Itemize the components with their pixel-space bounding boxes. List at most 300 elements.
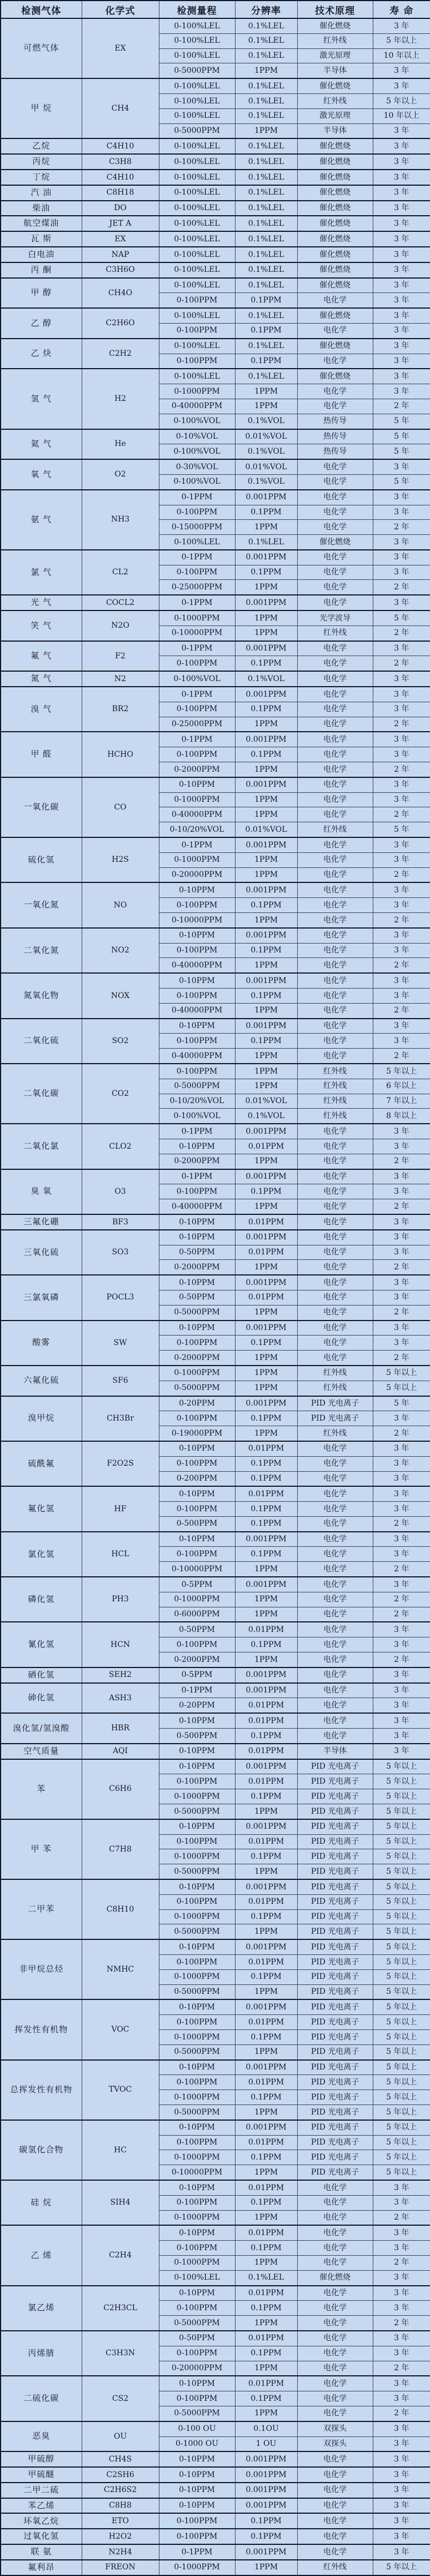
resolution-cell: 0.001PPM — [235, 1667, 297, 1683]
table-row — [1, 1124, 430, 1139]
range-cell: 0-1PPM — [159, 550, 235, 565]
resolution-cell: 0.1PPM — [235, 505, 297, 520]
principle-cell: 电化学 — [297, 595, 373, 611]
resolution-cell: 0.001PPM — [235, 2120, 297, 2135]
lifespan-cell: 2 年 — [373, 717, 430, 732]
table-row — [1, 1396, 430, 1411]
formula-cell: OU — [82, 2421, 159, 2452]
lifespan-cell: 3 年 — [373, 1245, 430, 1260]
lifespan-cell: 5 年以上 — [373, 1894, 430, 1909]
formula-cell: HCHO — [82, 732, 159, 777]
principle-cell: 红外线 — [297, 1064, 373, 1079]
range-cell: 0-1000PPM — [159, 1909, 235, 1924]
range-cell: 0-6000PPM — [159, 1607, 235, 1622]
range-cell: 0-1000PPM — [159, 1789, 235, 1804]
principle-cell: 双探头 — [297, 2421, 373, 2436]
resolution-cell: 0.1PPM — [235, 293, 297, 308]
range-cell: 0-40000PPM — [159, 807, 235, 822]
range-cell: 0-500PPM — [159, 1729, 235, 1744]
resolution-cell: 0.001PPM — [235, 1577, 297, 1592]
range-cell: 0-10PPM — [159, 2286, 235, 2301]
resolution-cell: 0.1%LEL — [235, 369, 297, 384]
resolution-cell: 1PPM — [235, 1562, 297, 1577]
principle-cell: PID 光电离子 — [297, 1789, 373, 1804]
lifespan-cell: 3 年 — [373, 247, 430, 262]
principle-cell: 电化学 — [297, 656, 373, 671]
principle-cell: 催化燃烧 — [297, 201, 373, 216]
table-row — [1, 201, 430, 216]
lifespan-cell: 3 年 — [373, 702, 430, 717]
resolution-cell: 0.001PPM — [235, 2467, 297, 2483]
gas-name-cell: 甲 苯 — [1, 1819, 82, 1879]
range-cell: 0-100PPM — [159, 1774, 235, 1789]
principle-cell: 电化学 — [297, 958, 373, 973]
lifespan-cell: 2 年 — [373, 1592, 430, 1607]
lifespan-cell: 3 年 — [373, 973, 430, 988]
range-cell: 0-1PPM — [159, 641, 235, 656]
resolution-cell: 1PPM — [235, 1199, 297, 1214]
lifespan-cell: 3 年 — [373, 201, 430, 216]
gas-name-cell: 溴化氢/氢溴酸 — [1, 1713, 82, 1744]
resolution-cell: 0.1%LEL — [235, 2270, 297, 2285]
lifespan-cell: 6 年以上 — [373, 1079, 430, 1094]
lifespan-cell: 3 年 — [373, 2391, 430, 2406]
range-cell: 0-10PPM — [159, 1019, 235, 1034]
lifespan-cell: 3 年 — [373, 837, 430, 852]
resolution-cell: 0.1%LEL — [235, 93, 297, 108]
lifespan-cell: 3 年 — [373, 2225, 430, 2240]
table-row — [1, 2060, 430, 2075]
range-cell: 0-1000PPM — [159, 1969, 235, 1984]
resolution-cell: 1PPM — [235, 2406, 297, 2421]
resolution-cell: 1PPM — [235, 792, 297, 807]
column-header-lifespan: 寿 命 — [373, 1, 430, 18]
principle-cell: PID 光电离子 — [297, 2044, 373, 2059]
lifespan-cell: 3 年 — [373, 1577, 430, 1592]
table-row — [1, 2286, 430, 2301]
lifespan-cell: 2 年 — [373, 867, 430, 882]
principle-cell: 催化燃烧 — [297, 247, 373, 262]
gas-name-cell: 二甲二硫 — [1, 2483, 82, 2498]
resolution-cell: 0.001PPM — [235, 1532, 297, 1547]
principle-cell: 红外线 — [297, 1426, 373, 1441]
range-cell: 0-10/20%VOL — [159, 822, 235, 837]
principle-cell: 电化学 — [297, 1532, 373, 1547]
range-cell: 0-1PPM — [159, 490, 235, 505]
formula-cell: BF3 — [82, 1214, 159, 1230]
lifespan-cell: 2 年 — [373, 2361, 430, 2376]
lifespan-cell: 3 年 — [373, 384, 430, 399]
table-row — [1, 1275, 430, 1290]
lifespan-cell: 5 年以上 — [373, 93, 430, 108]
gas-name-cell: 三氟化硼 — [1, 1214, 82, 1230]
range-cell: 0-100%LEL — [159, 93, 235, 108]
range-cell: 0-100PPM — [159, 505, 235, 520]
principle-cell: 电化学 — [297, 1622, 373, 1637]
lifespan-cell: 3 年 — [373, 185, 430, 201]
principle-cell: 电化学 — [297, 1154, 373, 1169]
formula-cell: H2S — [82, 837, 159, 882]
range-cell: 0-10PPM — [159, 2467, 235, 2483]
range-cell: 0-100PPM — [159, 1064, 235, 1079]
lifespan-cell: 3 年 — [373, 535, 430, 550]
lifespan-cell: 3 年 — [373, 490, 430, 505]
lifespan-cell: 3 年 — [373, 671, 430, 687]
resolution-cell: 0.01PPM — [235, 2225, 297, 2240]
lifespan-cell: 3 年 — [373, 2270, 430, 2285]
range-cell: 0-100PPM — [159, 2075, 235, 2090]
range-cell: 0-40000PPM — [159, 399, 235, 414]
formula-cell: C4H10 — [82, 170, 159, 185]
principle-cell: 电化学 — [297, 1441, 373, 1456]
lifespan-cell: 2 年 — [373, 1426, 430, 1441]
principle-cell: 电化学 — [297, 2241, 373, 2256]
range-cell: 0-5000PPM — [159, 63, 235, 78]
principle-cell: 光学波导 — [297, 611, 373, 626]
formula-cell: CL2 — [82, 550, 159, 595]
resolution-cell: 0.001PPM — [235, 1819, 297, 1834]
resolution-cell: 0.1%LEL — [235, 278, 297, 293]
principle-cell: 电化学 — [297, 2225, 373, 2240]
resolution-cell: 0.1PPM — [235, 1034, 297, 1049]
principle-cell: 电化学 — [297, 505, 373, 520]
lifespan-cell: 2 年 — [373, 1351, 430, 1366]
range-cell: 0-100PPM — [159, 1184, 235, 1199]
range-cell: 0-10000PPM — [159, 626, 235, 641]
principle-cell: 电化学 — [297, 2391, 373, 2406]
lifespan-cell: 3 年 — [373, 1019, 430, 1034]
table-row — [1, 550, 430, 565]
table-row — [1, 1939, 430, 1954]
range-cell: 0-100%LEL — [159, 154, 235, 170]
gas-name-cell: 硒化氢 — [1, 1667, 82, 1683]
formula-cell: C3H3N — [82, 2331, 159, 2376]
gas-name-cell: 二氧化硫 — [1, 1019, 82, 1064]
lifespan-cell: 5 年以上 — [373, 1969, 430, 1984]
resolution-cell: 1 OU — [235, 2436, 297, 2451]
lifespan-cell: 3 年 — [373, 2467, 430, 2483]
range-cell: 0-1000PPM — [159, 1849, 235, 1864]
range-cell: 0-10PPM — [159, 1999, 235, 2014]
principle-cell: PID 光电离子 — [297, 1396, 373, 1411]
resolution-cell: 0.001PPM — [235, 2483, 297, 2498]
gas-name-cell: 碳氢化合物 — [1, 2120, 82, 2180]
principle-cell: 催化燃烧 — [297, 154, 373, 170]
resolution-cell: 0.1%LEL — [235, 48, 297, 63]
resolution-cell: 0.001PPM — [235, 2544, 297, 2560]
gas-name-cell: 硫酰氟 — [1, 1441, 82, 1486]
lifespan-cell: 3 年 — [373, 262, 430, 278]
lifespan-cell: 3 年 — [373, 1729, 430, 1744]
lifespan-cell: 3 年 — [373, 2421, 430, 2436]
resolution-cell: 1PPM — [235, 1607, 297, 1622]
table-row — [1, 2498, 430, 2514]
resolution-cell: 0.01PPM — [235, 1744, 297, 1759]
formula-cell: SIH4 — [82, 2180, 159, 2225]
formula-cell: HF — [82, 1486, 159, 1531]
formula-cell: C8H18 — [82, 185, 159, 201]
table-row — [1, 1169, 430, 1184]
gas-name-cell: 氯乙烯 — [1, 2286, 82, 2331]
lifespan-cell: 3 年 — [373, 1290, 430, 1305]
resolution-cell: 0.001PPM — [235, 550, 297, 565]
formula-cell: HCN — [82, 1622, 159, 1667]
resolution-cell: 1PPM — [235, 958, 297, 973]
resolution-cell: 0.1%LEL — [235, 33, 297, 48]
formula-cell: HBR — [82, 1713, 159, 1744]
lifespan-cell: 3 年 — [373, 1336, 430, 1351]
lifespan-cell: 3 年 — [373, 1411, 430, 1426]
principle-cell: 电化学 — [297, 1577, 373, 1592]
range-cell: 0-10PPM — [159, 1275, 235, 1290]
principle-cell: 红外线 — [297, 2560, 373, 2575]
resolution-cell: 0.1PPM — [235, 702, 297, 717]
formula-cell: DO — [82, 201, 159, 216]
resolution-cell: 1PPM — [235, 611, 297, 626]
lifespan-cell: 3 年 — [373, 641, 430, 656]
principle-cell: 电化学 — [297, 474, 373, 489]
gas-name-cell: 臭 氧 — [1, 1169, 82, 1214]
range-cell: 0-15000PPM — [159, 520, 235, 535]
range-cell: 0-100%VOL — [159, 671, 235, 687]
table-row — [1, 339, 430, 354]
range-cell: 0-100PPM — [159, 2195, 235, 2210]
resolution-cell: 0.001PPM — [235, 732, 297, 747]
formula-cell: C2H3CL — [82, 2286, 159, 2331]
formula-cell: He — [82, 429, 159, 460]
principle-cell: 电化学 — [297, 777, 373, 792]
lifespan-cell: 3 年 — [373, 882, 430, 897]
gas-name-cell: 联 氨 — [1, 2544, 82, 2560]
resolution-cell: 0.1PPM — [235, 1184, 297, 1199]
principle-cell: 电化学 — [297, 1305, 373, 1320]
lifespan-cell: 3 年 — [373, 595, 430, 611]
resolution-cell: 1PPM — [235, 717, 297, 732]
range-cell: 0-10PPM — [159, 1819, 235, 1834]
table-row — [1, 2544, 430, 2560]
lifespan-cell: 3 年 — [373, 63, 430, 78]
resolution-cell: 1PPM — [235, 1592, 297, 1607]
resolution-cell: 0.01PPM — [235, 1139, 297, 1154]
principle-cell: 电化学 — [297, 1667, 373, 1683]
table-row — [1, 185, 430, 201]
gas-name-cell: 溴甲烷 — [1, 1396, 82, 1441]
lifespan-cell: 3 年 — [373, 2513, 430, 2529]
resolution-cell: 1PPM — [235, 1079, 297, 1094]
lifespan-cell: 2 年 — [373, 1516, 430, 1531]
range-cell: 0-10PPM — [159, 1230, 235, 1245]
resolution-cell: 1PPM — [235, 520, 297, 535]
principle-cell: 电化学 — [297, 1607, 373, 1622]
range-cell: 0-100PPM — [159, 1637, 235, 1652]
lifespan-cell: 2 年 — [373, 1154, 430, 1169]
gas-name-cell: 白电油 — [1, 247, 82, 262]
principle-cell: 电化学 — [297, 1729, 373, 1744]
table-row — [1, 1667, 430, 1683]
lifespan-cell: 3 年 — [373, 1456, 430, 1471]
table-row — [1, 1486, 430, 1501]
formula-cell: VOC — [82, 1999, 159, 2059]
resolution-cell: 0.01%VOL — [235, 1094, 297, 1109]
lifespan-cell: 5 年以上 — [373, 2105, 430, 2120]
formula-cell: F2O2S — [82, 1441, 159, 1486]
resolution-cell: 0.001PPM — [235, 777, 297, 792]
column-header-gas: 检测气体 — [1, 1, 82, 18]
range-cell: 0-10000PPM — [159, 2165, 235, 2180]
range-cell: 0-100PPM — [159, 354, 235, 369]
range-cell: 0-40000PPM — [159, 1049, 235, 1064]
lifespan-cell: 3 年 — [373, 1441, 430, 1456]
lifespan-cell: 5 年以上 — [373, 2090, 430, 2105]
range-cell: 0-100PPM — [159, 989, 235, 1004]
principle-cell: 电化学 — [297, 2544, 373, 2560]
range-cell: 0-200PPM — [159, 1471, 235, 1486]
formula-cell: NOX — [82, 973, 159, 1018]
gas-name-cell: 氢 气 — [1, 369, 82, 429]
lifespan-cell: 3 年 — [373, 2529, 430, 2544]
resolution-cell: 0.1PPM — [235, 2241, 297, 2256]
lifespan-cell: 10 年以上 — [373, 108, 430, 123]
range-cell: 0-100%LEL — [159, 231, 235, 247]
resolution-cell: 0.01PPM — [235, 2331, 297, 2346]
range-cell: 0-10PPM — [159, 2451, 235, 2467]
range-cell: 0-1000PPM — [159, 611, 235, 626]
lifespan-cell: 3 年 — [373, 1139, 430, 1154]
lifespan-cell: 5 年以上 — [373, 1789, 430, 1804]
formula-cell: SF6 — [82, 1366, 159, 1396]
principle-cell: 电化学 — [297, 1124, 373, 1139]
range-cell: 0-5000PPM — [159, 123, 235, 138]
lifespan-cell: 7 年以上 — [373, 1094, 430, 1109]
lifespan-cell: 3 年 — [373, 852, 430, 867]
resolution-cell: 0.1PPM — [235, 323, 297, 338]
resolution-cell: 1PPM — [235, 1049, 297, 1064]
resolution-cell: 1PPM — [235, 1154, 297, 1169]
principle-cell: 催化燃烧 — [297, 170, 373, 185]
range-cell: 0-5000PPM — [159, 1924, 235, 1939]
range-cell: 0-10PPM — [159, 928, 235, 943]
resolution-cell: 0.001PPM — [235, 1230, 297, 1245]
gas-name-cell: 乙 烯 — [1, 2225, 82, 2285]
table-row — [1, 2483, 430, 2498]
principle-cell: PID 光电离子 — [297, 2135, 373, 2150]
principle-cell: 电化学 — [297, 550, 373, 565]
table-row — [1, 611, 430, 626]
lifespan-cell: 5 年以上 — [373, 1924, 430, 1939]
gas-name-cell: 氮氧化物 — [1, 973, 82, 1018]
lifespan-cell: 3 年 — [373, 2195, 430, 2210]
lifespan-cell: 3 年 — [373, 1547, 430, 1562]
range-cell: 0-100%LEL — [159, 33, 235, 48]
resolution-cell: 0.01%VOL — [235, 429, 297, 444]
resolution-cell: 1PPM — [235, 2316, 297, 2331]
table-row — [1, 1321, 430, 1336]
lifespan-cell: 3 年 — [373, 2436, 430, 2451]
principle-cell: 双探头 — [297, 2436, 373, 2451]
lifespan-cell: 3 年 — [373, 1124, 430, 1139]
range-cell: 0-30%VOL — [159, 459, 235, 474]
resolution-cell: 0.1PPM — [235, 1456, 297, 1471]
principle-cell: 电化学 — [297, 1336, 373, 1351]
lifespan-cell: 2 年 — [373, 913, 430, 928]
lifespan-cell: 3 年 — [373, 989, 430, 1004]
lifespan-cell: 8 年以上 — [373, 1109, 430, 1124]
gas-name-cell: 笑 气 — [1, 611, 82, 641]
resolution-cell: 0.001PPM — [235, 2060, 297, 2075]
table-row — [1, 18, 430, 33]
principle-cell: 电化学 — [297, 717, 373, 732]
resolution-cell: 1PPM — [235, 1924, 297, 1939]
lifespan-cell: 5 年以上 — [373, 1381, 430, 1396]
range-cell: 0-10PPM — [159, 1214, 235, 1230]
formula-cell: N2O — [82, 611, 159, 641]
resolution-cell: 0.01PPM — [235, 1441, 297, 1456]
table-row — [1, 262, 430, 278]
range-cell: 0-10PPM — [159, 1486, 235, 1501]
lifespan-cell: 3 年 — [373, 1637, 430, 1652]
range-cell: 0-1PPM — [159, 1683, 235, 1698]
formula-cell: TVOC — [82, 2060, 159, 2120]
table-row — [1, 732, 430, 747]
lifespan-cell: 3 年 — [373, 2544, 430, 2560]
lifespan-cell: 3 年 — [373, 293, 430, 308]
formula-cell: O3 — [82, 1169, 159, 1214]
resolution-cell: 0.01PPM — [235, 2376, 297, 2391]
formula-cell: POCL3 — [82, 1275, 159, 1320]
range-cell: 0-50PPM — [159, 1622, 235, 1637]
lifespan-cell: 2 年 — [373, 656, 430, 671]
resolution-cell: 0.1%LEL — [235, 78, 297, 93]
resolution-cell: 0.1PPM — [235, 2195, 297, 2210]
range-cell: 0-20PPM — [159, 1396, 235, 1411]
range-cell: 0-1PPM — [159, 732, 235, 747]
range-cell: 0-5PPM — [159, 1577, 235, 1592]
range-cell: 0-10PPM — [159, 1441, 235, 1456]
resolution-cell: 0.001PPM — [235, 2451, 297, 2467]
gas-name-cell: 氯 气 — [1, 550, 82, 595]
principle-cell: PID 光电离子 — [297, 1864, 373, 1879]
principle-cell: 电化学 — [297, 973, 373, 988]
lifespan-cell: 5 年以上 — [373, 1939, 430, 1954]
lifespan-cell: 3 年 — [373, 1532, 430, 1547]
principle-cell: 催化燃烧 — [297, 138, 373, 154]
resolution-cell: 1PPM — [235, 2560, 297, 2575]
gas-name-cell: 乙 炔 — [1, 339, 82, 369]
principle-cell: 电化学 — [297, 1019, 373, 1034]
range-cell: 0-5000PPM — [159, 1984, 235, 1999]
range-cell: 0-100%LEL — [159, 138, 235, 154]
gas-name-cell: 非甲烷总烃 — [1, 1939, 82, 1999]
range-cell: 0-10PPM — [159, 2376, 235, 2391]
resolution-cell: 0.1PPM — [235, 1471, 297, 1486]
range-cell: 0-19000PPM — [159, 1426, 235, 1441]
resolution-cell: 0.1PPM — [235, 1729, 297, 1744]
resolution-cell: 0.1%LEL — [235, 108, 297, 123]
gas-name-cell: 环氧乙烷 — [1, 2513, 82, 2529]
principle-cell: 电化学 — [297, 1683, 373, 1698]
lifespan-cell: 3 年 — [373, 308, 430, 323]
gas-name-cell: 氰化氢 — [1, 1622, 82, 1667]
principle-cell: 电化学 — [297, 943, 373, 958]
principle-cell: 电化学 — [297, 671, 373, 687]
lifespan-cell: 2 年 — [373, 1049, 430, 1064]
principle-cell: 电化学 — [297, 2346, 373, 2361]
range-cell: 0-100PPM — [159, 1547, 235, 1562]
formula-cell: C8H8 — [82, 2498, 159, 2514]
principle-cell: 电化学 — [297, 1562, 373, 1577]
range-cell: 0-40000PPM — [159, 1199, 235, 1214]
principle-cell: PID 光电离子 — [297, 1924, 373, 1939]
